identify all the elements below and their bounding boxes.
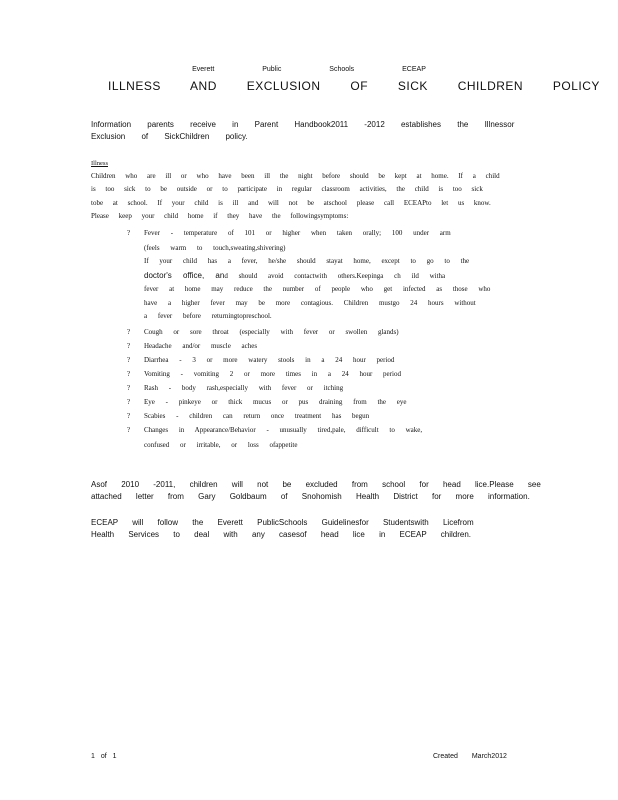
section-heading-illness: Illness bbox=[91, 160, 108, 167]
symptom-text: Cough or sore throat (especially with fever or swollen glands) bbox=[144, 328, 399, 336]
bullet-marker: ? bbox=[127, 229, 131, 237]
emphasized-text: doctor's office, an bbox=[144, 270, 225, 280]
created-date: Created March2012 bbox=[433, 753, 507, 760]
continuation-text: d should avoid contactwith others.Keepinga ch ild witha bbox=[224, 271, 446, 280]
bullet-marker: ? bbox=[127, 356, 131, 364]
page-title: ILLNESS AND EXCLUSION OF SICK CHILDREN POLICY bbox=[108, 79, 600, 93]
symptom-text: Rash - body rash,especially with fever or itching bbox=[144, 384, 344, 392]
illness-line: Children who are ill or who have been ill the night before should be kept at home. If a child bbox=[91, 172, 500, 180]
page-number: 1 of 1 bbox=[91, 753, 117, 760]
continuation-line: have a higher fever may be more contagious. Children mustgo 24 hours without bbox=[144, 298, 476, 307]
bullet-marker: ? bbox=[127, 398, 131, 406]
continuation-line: If your child has a fever, he/she should stayat home, except to go to the bbox=[144, 257, 470, 266]
org-word: ECEAP bbox=[402, 66, 426, 73]
continuation-line: a fever before returningtopreschool. bbox=[144, 312, 272, 321]
symptom-continuation bbox=[144, 242, 490, 323]
intro-line: Exclusion of SickChildren policy. bbox=[91, 132, 248, 141]
symptom-item bbox=[127, 229, 451, 237]
bullet-marker: ? bbox=[127, 342, 131, 350]
continuation-line: confused or irritable, or loss ofappetite bbox=[144, 441, 298, 449]
symptom-text: Diarrhea - 3 or more watery stools in a 24 hour period bbox=[144, 356, 395, 364]
organization-line bbox=[0, 66, 618, 73]
symptom-item bbox=[127, 426, 422, 434]
illness-paragraph bbox=[91, 170, 521, 224]
eceap-paragraph bbox=[91, 517, 474, 541]
continuation-line bbox=[144, 269, 490, 283]
paragraph-line: ECEAP will follow the Everett PublicSchools Guidelinesfor Studentswith Licefrom bbox=[91, 518, 474, 527]
symptom-text: Vomiting - vomiting 2 or more times in a 24 hour period bbox=[144, 370, 401, 378]
symptom-text: Fever - temperature of 101 or higher when taken orally; 100 under arm bbox=[144, 229, 451, 237]
symptom-item bbox=[127, 384, 343, 392]
bullet-marker: ? bbox=[127, 412, 131, 420]
symptom-item bbox=[127, 370, 401, 378]
head-lice-paragraph bbox=[91, 479, 541, 503]
symptom-item bbox=[127, 412, 369, 420]
illness-line: tobe at school. If your child is ill and will not be atschool please call ECEAPto let us know. bbox=[91, 198, 491, 207]
symptom-item bbox=[127, 398, 406, 406]
bullet-marker: ? bbox=[127, 426, 131, 434]
symptom-continuation bbox=[144, 439, 297, 452]
intro-paragraph bbox=[91, 119, 514, 143]
paragraph-line: Asof 2010 -2011, children will not be excluded from school for head lice.Please see bbox=[91, 480, 541, 489]
symptom-item bbox=[127, 342, 257, 350]
intro-line: Information parents receive in Parent Handbook2011 -2012 establishes the Illnessor bbox=[91, 120, 515, 129]
bullet-marker: ? bbox=[127, 384, 131, 392]
paragraph-line: attached letter from Gary Goldbaum of Snohomish Health District for more information. bbox=[91, 492, 530, 501]
illness-line: is too sick to be outside or to participate in regular classroom activities, the child is too sick bbox=[91, 185, 483, 194]
org-word: Schools bbox=[329, 66, 355, 73]
paragraph-line: Health Services to deal with any casesof head lice in ECEAP children. bbox=[91, 530, 471, 539]
symptom-item bbox=[127, 356, 394, 364]
bullet-marker: ? bbox=[127, 370, 131, 378]
symptom-text: Eye - pinkeye or thick mucus or pus draining from the eye bbox=[144, 398, 407, 406]
continuation-line: fever at home may reduce the number of people who get infected as those who bbox=[144, 285, 491, 294]
symptom-item bbox=[127, 328, 399, 336]
illness-line: Please keep your child home if they have the followingsymptoms: bbox=[91, 212, 349, 221]
symptom-text: Headache and/or muscle aches bbox=[144, 342, 258, 350]
org-word: Everett bbox=[192, 66, 215, 73]
symptom-text: Scabies - children can return once treatment has begun bbox=[144, 412, 370, 420]
symptom-text: Changes in Appearance/Behavior - unusually tired,pale, difficult to wake, bbox=[144, 426, 423, 434]
org-word: Public bbox=[262, 66, 282, 73]
continuation-line: (feels warm to touch,sweating,shivering) bbox=[144, 244, 286, 252]
bullet-marker: ? bbox=[127, 328, 131, 336]
